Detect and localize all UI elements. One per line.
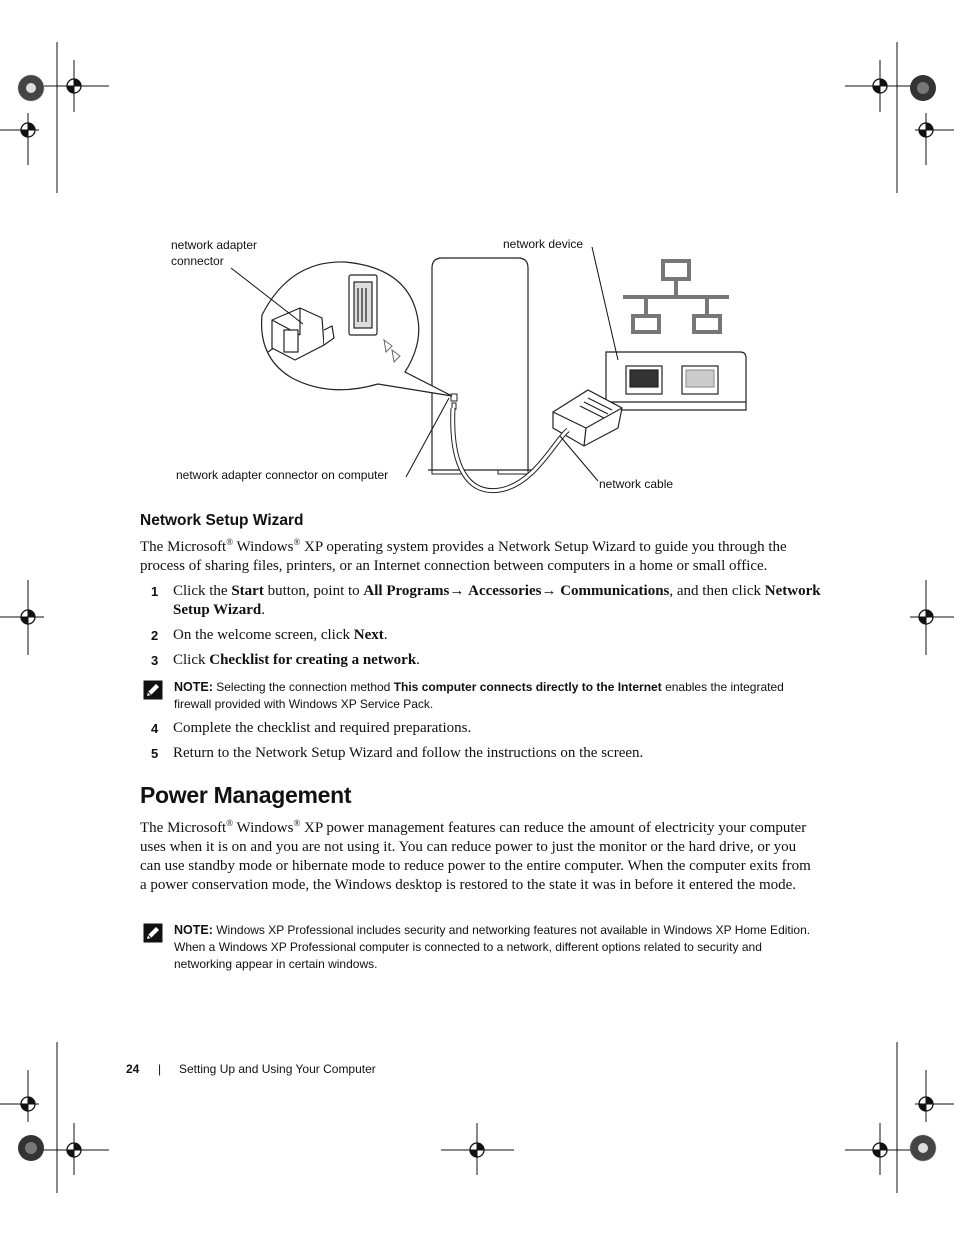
note-pencil-icon <box>143 680 163 700</box>
zoomed-port <box>349 275 377 335</box>
footer-chapter-title: Setting Up and Using Your Computer <box>179 1062 376 1076</box>
section-heading-power-management: Power Management <box>140 782 352 808</box>
section-heading-network-setup-wizard: Network Setup Wizard <box>140 512 304 529</box>
computer-network-port <box>451 394 457 401</box>
note-pencil-icon <box>143 923 163 943</box>
label-network-adapter-connector: network adapter connector <box>171 238 258 268</box>
label-adapter-on-computer: network adapter connector on computer <box>176 468 389 482</box>
network-connection-illustration <box>0 0 954 520</box>
label-network-device: network device <box>503 237 584 251</box>
label-network-cable: network cable <box>599 477 674 491</box>
footer-separator: | <box>158 1062 162 1076</box>
computer-tower <box>432 258 528 470</box>
network-wizard-intro: The Microsoft® Windows® XP operating system provides a Network Setup Wizard to guide you through the process of sharing files, printers, or an Internet connection between computers in a home or small office. <box>140 537 787 574</box>
page-number: 24 <box>126 1062 140 1076</box>
network-device-box <box>606 352 746 410</box>
power-management-intro: The Microsoft® Windows® XP power management features can reduce the amount of electricity your computer uses when it is on and you are not using it. You can reduce power to just the monitor or the hard drive, or you can use standby mode or hibernate mode to reduce power to the entire computer. When the computer exits from a power conservation mode, the Windows desktop is restored to the state it was in before it entered the mode. <box>140 818 811 893</box>
network-hub-symbol-icon <box>623 261 729 332</box>
